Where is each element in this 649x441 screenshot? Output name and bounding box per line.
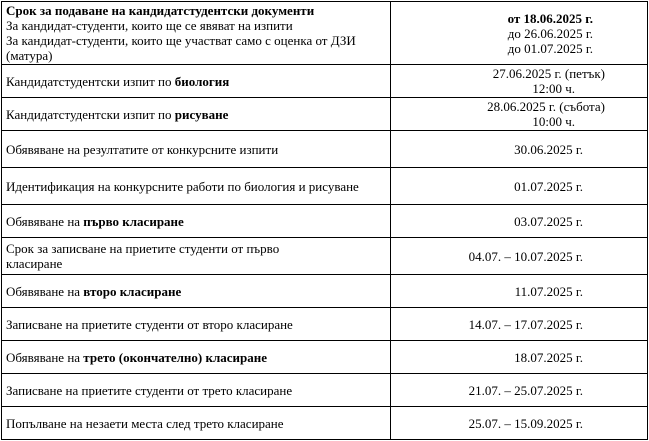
event-line — [6, 317, 386, 332]
date-cell — [391, 65, 648, 98]
schedule-row — [2, 407, 648, 440]
event-text: За кандидат-студенти, които ще се явяват на изпити — [6, 18, 293, 33]
schedule-row — [2, 65, 648, 98]
event-line — [6, 142, 386, 157]
event-line — [6, 107, 386, 122]
event-text: Обявяване на — [6, 349, 84, 365]
date-text: 14.07. – 17.07.2025 г. — [468, 316, 583, 332]
event-line — [6, 179, 386, 194]
date-cell — [391, 131, 648, 168]
date-text: 11.07.2025 г. — [514, 283, 583, 299]
date-text: 04.07. – 10.07.2025 г. — [468, 248, 583, 264]
date-line — [395, 11, 593, 26]
date-cell — [391, 98, 648, 131]
event-line — [6, 74, 386, 89]
date-text: 27.06.2025 г. (петък) — [492, 66, 605, 81]
date-cell — [391, 238, 648, 275]
event-line — [6, 214, 386, 229]
event-text: Кандидатстудентски изпит по — [6, 106, 175, 122]
date-line — [395, 416, 583, 431]
event-line — [6, 241, 386, 256]
date-text: 12:00 ч. — [532, 81, 575, 96]
event-cell — [2, 168, 391, 205]
date-cell — [391, 341, 648, 374]
date-text: 10:00 ч. — [532, 114, 575, 129]
schedule-row — [2, 2, 648, 65]
event-text: Обявяване на — [6, 213, 84, 229]
event-text: За кандидат-студенти, които ще участват само с оценка от ДЗИ (матура) — [6, 33, 356, 63]
date-line — [395, 26, 593, 41]
event-line — [6, 284, 386, 299]
date-cell — [391, 407, 648, 440]
date-cell — [391, 205, 648, 238]
date-line — [395, 41, 593, 56]
date-line — [395, 179, 583, 194]
event-text: класиране — [6, 256, 63, 271]
event-line — [6, 383, 386, 398]
event-line — [6, 256, 386, 271]
date-line — [395, 66, 605, 81]
schedule-row — [2, 238, 648, 275]
event-emphasis: Срок за подаване на кандидатстудентски документи — [6, 3, 315, 18]
schedule-row — [2, 341, 648, 374]
date-cell — [391, 275, 648, 308]
event-cell — [2, 131, 391, 168]
event-cell — [2, 275, 391, 308]
event-text: Записване на приетите студенти от трето класиране — [6, 382, 293, 398]
date-cell — [391, 308, 648, 341]
event-cell — [2, 308, 391, 341]
date-line — [395, 249, 583, 264]
date-text: 28.06.2025 г. (събота) — [487, 99, 605, 114]
date-text: 18.07.2025 г. — [514, 349, 583, 365]
schedule-body — [2, 2, 648, 440]
date-line — [395, 114, 605, 129]
schedule-row — [2, 131, 648, 168]
event-cell — [2, 238, 391, 275]
event-line — [6, 33, 386, 63]
event-emphasis: трето (окончателно) класиране — [83, 349, 267, 365]
date-text: до 01.07.2025 г. — [507, 40, 593, 56]
event-text: Записване на приетите студенти от второ класиране — [6, 316, 293, 332]
event-cell — [2, 205, 391, 238]
schedule-row — [2, 168, 648, 205]
date-line — [395, 284, 583, 299]
event-line — [6, 18, 386, 33]
event-cell — [2, 98, 391, 131]
schedule-row — [2, 98, 648, 131]
schedule-row — [2, 374, 648, 407]
date-line — [395, 383, 583, 398]
date-line — [395, 81, 605, 96]
admission-schedule-table — [1, 1, 648, 440]
event-text: Срок за записване на приетите студенти от първо — [6, 241, 280, 256]
date-line — [395, 317, 583, 332]
event-line — [6, 416, 386, 431]
schedule-row — [2, 205, 648, 238]
date-text: 21.07. – 25.07.2025 г. — [468, 382, 583, 398]
date-cell — [391, 2, 648, 65]
event-text: Попълване на незаети места след трето класиране — [6, 415, 284, 431]
event-text: Идентификация на конкурсните работи по биология и рисуване — [6, 178, 359, 194]
event-text: Кандидатстудентски изпит по — [6, 73, 175, 89]
event-emphasis: второ класиране — [83, 283, 182, 299]
date-text: 25.07. – 15.09.2025 г. — [468, 415, 583, 431]
event-cell — [2, 2, 391, 65]
event-cell — [2, 341, 391, 374]
date-text: 01.07.2025 г. — [514, 178, 583, 194]
event-emphasis: рисуване — [174, 106, 229, 122]
event-emphasis: първо класиране — [83, 213, 184, 229]
event-cell — [2, 407, 391, 440]
event-line — [6, 350, 386, 365]
event-cell — [2, 374, 391, 407]
date-text: до 26.06.2025 г. — [507, 25, 593, 41]
event-text: Обявяване на — [6, 283, 84, 299]
event-cell — [2, 65, 391, 98]
date-line — [395, 214, 583, 229]
event-text: Обявяване на резултатите от конкурсните изпити — [6, 141, 279, 157]
date-text: 30.06.2025 г. — [514, 141, 583, 157]
event-line — [6, 3, 386, 18]
event-emphasis: биология — [174, 73, 230, 89]
date-line — [395, 142, 583, 157]
date-line — [395, 99, 605, 114]
date-emphasis: от 18.06.2025 г. — [507, 10, 593, 26]
date-cell — [391, 168, 648, 205]
schedule-row — [2, 308, 648, 341]
schedule-row — [2, 275, 648, 308]
date-text: 03.07.2025 г. — [514, 213, 583, 229]
date-cell — [391, 374, 648, 407]
date-line — [395, 350, 583, 365]
